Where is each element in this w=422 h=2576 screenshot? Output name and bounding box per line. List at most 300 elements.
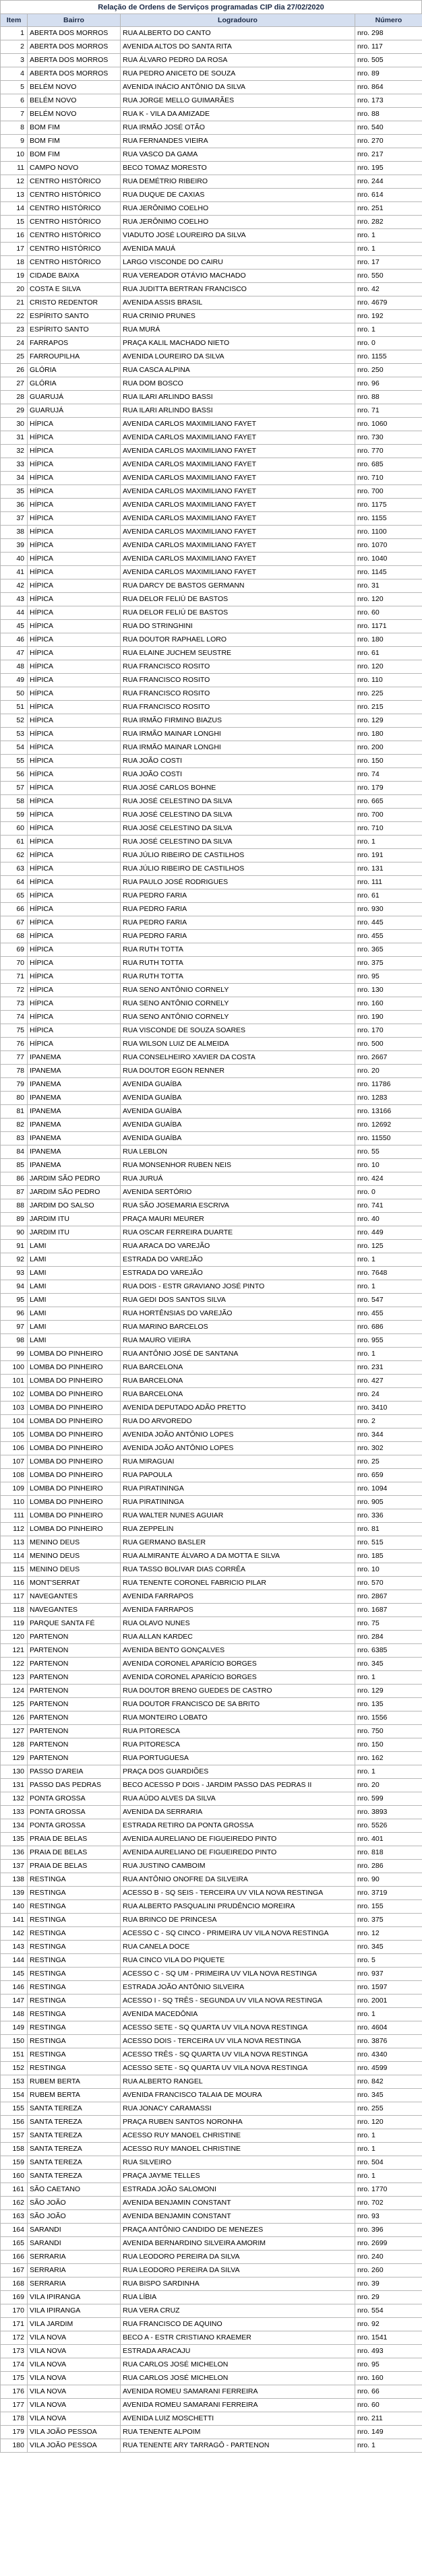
numero-cell: nro. 42 bbox=[355, 283, 422, 296]
logradouro-cell: AVENIDA SERTÓRIO bbox=[121, 1186, 355, 1199]
bairro-cell: HÍPICA bbox=[28, 916, 121, 930]
table-row bbox=[1, 1321, 422, 1334]
table-row bbox=[1, 1846, 422, 1860]
bairro-cell: RESTINGA bbox=[28, 2062, 121, 2075]
numero-cell: nro. 61 bbox=[355, 889, 422, 903]
numero-cell: nro. 10 bbox=[355, 1563, 422, 1577]
table-row bbox=[1, 1725, 422, 1738]
table-row bbox=[1, 1523, 422, 1536]
logradouro-cell: ACESSO RUY MANOEL CHRISTINE bbox=[121, 2129, 355, 2143]
item-cell: 133 bbox=[1, 1806, 28, 1819]
item-cell: 62 bbox=[1, 849, 28, 862]
table-row bbox=[1, 1968, 422, 1981]
table-row bbox=[1, 283, 422, 296]
logradouro-cell: RUA TENENTE CORONEL FABRICIO PILAR bbox=[121, 1577, 355, 1590]
table-row bbox=[1, 40, 422, 54]
item-cell: 55 bbox=[1, 755, 28, 768]
item-cell: 117 bbox=[1, 1590, 28, 1604]
item-cell: 13 bbox=[1, 189, 28, 202]
logradouro-cell: RUA DOUTOR RAPHAEL LORO bbox=[121, 633, 355, 647]
bairro-cell: LAMI bbox=[28, 1253, 121, 1267]
item-cell: 71 bbox=[1, 970, 28, 984]
table-row bbox=[1, 593, 422, 606]
table-row bbox=[1, 189, 422, 202]
item-cell: 142 bbox=[1, 1927, 28, 1941]
item-cell: 87 bbox=[1, 1186, 28, 1199]
logradouro-cell: ESTRADA RETIRO DA PONTA GROSSA bbox=[121, 1819, 355, 1833]
table-row bbox=[1, 135, 422, 148]
numero-cell: nro. 95 bbox=[355, 2358, 422, 2372]
table-row bbox=[1, 714, 422, 728]
bairro-cell: LAMI bbox=[28, 1307, 121, 1321]
logradouro-cell: ACESSO DOIS - TERCEIRA UV VILA NOVA RESTINGA bbox=[121, 2035, 355, 2048]
numero-cell: nro. 88 bbox=[355, 391, 422, 404]
bairro-cell: BELÉM NOVO bbox=[28, 81, 121, 94]
table-row bbox=[1, 1092, 422, 1105]
logradouro-cell: RUA ÁLVARO PEDRO DA ROSA bbox=[121, 54, 355, 67]
numero-cell: nro. 192 bbox=[355, 310, 422, 323]
logradouro-cell: RUA WILSON LUIZ DE ALMEIDA bbox=[121, 1038, 355, 1051]
item-cell: 70 bbox=[1, 957, 28, 970]
table-row bbox=[1, 81, 422, 94]
logradouro-cell: AVENIDA GUAÍBA bbox=[121, 1119, 355, 1132]
bairro-cell: BOM FIM bbox=[28, 121, 121, 135]
logradouro-cell: AVENIDA CORONEL APARÍCIO BORGES bbox=[121, 1658, 355, 1671]
table-row bbox=[1, 1617, 422, 1631]
table-row bbox=[1, 1833, 422, 1846]
numero-cell: nro. 864 bbox=[355, 81, 422, 94]
logradouro-cell: RUA CASCA ALPINA bbox=[121, 364, 355, 377]
logradouro-cell: AVENIDA ASSIS BRASIL bbox=[121, 296, 355, 310]
table-row bbox=[1, 1428, 422, 1442]
bairro-cell: FARROUPILHA bbox=[28, 350, 121, 364]
item-cell: 64 bbox=[1, 876, 28, 889]
item-cell: 95 bbox=[1, 1294, 28, 1307]
logradouro-cell: AVENIDA GUAÍBA bbox=[121, 1092, 355, 1105]
item-cell: 57 bbox=[1, 782, 28, 795]
numero-cell: nro. 89 bbox=[355, 67, 422, 81]
bairro-cell: JARDIM DO SALSO bbox=[28, 1199, 121, 1213]
numero-cell: nro. 130 bbox=[355, 984, 422, 997]
header-numero: Número bbox=[355, 14, 422, 27]
numero-cell: nro. 120 bbox=[355, 2116, 422, 2129]
logradouro-cell: AVENIDA CARLOS MAXIMILIANO FAYET bbox=[121, 472, 355, 485]
table-row bbox=[1, 1509, 422, 1523]
bairro-cell: LOMBA DO PINHEIRO bbox=[28, 1402, 121, 1415]
numero-cell: nro. 500 bbox=[355, 1038, 422, 1051]
logradouro-cell: RUA JOSÉ CELESTINO DA SILVA bbox=[121, 822, 355, 836]
table-row bbox=[1, 1294, 422, 1307]
numero-cell: nro. 493 bbox=[355, 2345, 422, 2358]
numero-cell: nro. 700 bbox=[355, 485, 422, 499]
bairro-cell: GUARUJÁ bbox=[28, 404, 121, 418]
logradouro-cell: AVENIDA ALTOS DO SANTA RITA bbox=[121, 40, 355, 54]
numero-cell: nro. 1155 bbox=[355, 512, 422, 526]
table-row bbox=[1, 1496, 422, 1509]
logradouro-cell: RUA GEDI DOS SANTOS SILVA bbox=[121, 1294, 355, 1307]
table-row bbox=[1, 256, 422, 270]
bairro-cell: RESTINGA bbox=[28, 1968, 121, 1981]
logradouro-cell: RUA DUQUE DE CAXIAS bbox=[121, 189, 355, 202]
numero-cell: nro. 818 bbox=[355, 1846, 422, 1860]
item-cell: 24 bbox=[1, 337, 28, 350]
table-row bbox=[1, 1914, 422, 1927]
bairro-cell: RESTINGA bbox=[28, 1954, 121, 1968]
item-cell: 169 bbox=[1, 2291, 28, 2304]
item-cell: 124 bbox=[1, 1685, 28, 1698]
logradouro-cell: RUA LEODORO PEREIRA DA SILVA bbox=[121, 2251, 355, 2264]
logradouro-cell: ACESSO C - SQ UM - PRIMEIRA UV VILA NOVA RESTINGA bbox=[121, 1968, 355, 1981]
table-row bbox=[1, 404, 422, 418]
bairro-cell: HÍPICA bbox=[28, 768, 121, 782]
table-row bbox=[1, 889, 422, 903]
numero-cell: nro. 131 bbox=[355, 862, 422, 876]
numero-cell: nro. 96 bbox=[355, 377, 422, 391]
numero-cell: nro. 504 bbox=[355, 2156, 422, 2170]
item-cell: 36 bbox=[1, 499, 28, 512]
item-cell: 143 bbox=[1, 1941, 28, 1954]
item-cell: 139 bbox=[1, 1887, 28, 1900]
item-cell: 40 bbox=[1, 553, 28, 566]
bairro-cell: PARTENON bbox=[28, 1752, 121, 1765]
bairro-cell: CENTRO HISTÓRICO bbox=[28, 202, 121, 216]
table-row bbox=[1, 2345, 422, 2358]
item-cell: 97 bbox=[1, 1321, 28, 1334]
item-cell: 41 bbox=[1, 566, 28, 579]
item-cell: 106 bbox=[1, 1442, 28, 1455]
bairro-cell: HÍPICA bbox=[28, 782, 121, 795]
bairro-cell: HÍPICA bbox=[28, 647, 121, 660]
numero-cell: nro. 3410 bbox=[355, 1402, 422, 1415]
table-row bbox=[1, 2008, 422, 2021]
table-row bbox=[1, 1267, 422, 1280]
bairro-cell: HÍPICA bbox=[28, 957, 121, 970]
table-row bbox=[1, 2318, 422, 2331]
numero-cell: nro. 365 bbox=[355, 943, 422, 957]
logradouro-cell: AVENIDA INÁCIO ANTÔNIO DA SILVA bbox=[121, 81, 355, 94]
item-cell: 114 bbox=[1, 1550, 28, 1563]
logradouro-cell: AVENIDA LUIZ MOSCHETTI bbox=[121, 2412, 355, 2426]
numero-cell: nro. 550 bbox=[355, 270, 422, 283]
numero-cell: nro. 5 bbox=[355, 1954, 422, 1968]
bairro-cell: IPANEMA bbox=[28, 1051, 121, 1065]
item-cell: 45 bbox=[1, 620, 28, 633]
logradouro-cell: AVENIDA DA SERRARIA bbox=[121, 1806, 355, 1819]
logradouro-cell: AVENIDA BENJAMIN CONSTANT bbox=[121, 2197, 355, 2210]
item-cell: 101 bbox=[1, 1375, 28, 1388]
table-row bbox=[1, 1819, 422, 1833]
numero-cell: nro. 599 bbox=[355, 1792, 422, 1806]
table-row bbox=[1, 2399, 422, 2412]
table-row bbox=[1, 620, 422, 633]
logradouro-cell: RUA CANELA DOCE bbox=[121, 1941, 355, 1954]
logradouro-cell: AVENIDA GUAÍBA bbox=[121, 1078, 355, 1092]
numero-cell: nro. 39 bbox=[355, 2277, 422, 2291]
bairro-cell: JARDIM SÃO PEDRO bbox=[28, 1172, 121, 1186]
logradouro-cell: RUA SÃO JOSEMARIA ESCRIVA bbox=[121, 1199, 355, 1213]
item-cell: 77 bbox=[1, 1051, 28, 1065]
bairro-cell: HÍPICA bbox=[28, 445, 121, 458]
bairro-cell: HÍPICA bbox=[28, 755, 121, 768]
logradouro-cell: AVENIDA LOUREIRO DA SILVA bbox=[121, 350, 355, 364]
bairro-cell: HÍPICA bbox=[28, 633, 121, 647]
numero-cell: nro. 250 bbox=[355, 364, 422, 377]
bairro-cell: HÍPICA bbox=[28, 566, 121, 579]
logradouro-cell: AVENIDA CARLOS MAXIMILIANO FAYET bbox=[121, 499, 355, 512]
numero-cell: nro. 170 bbox=[355, 1024, 422, 1038]
table-row bbox=[1, 27, 422, 40]
table-row bbox=[1, 2358, 422, 2372]
item-cell: 68 bbox=[1, 930, 28, 943]
item-cell: 170 bbox=[1, 2304, 28, 2318]
table-row bbox=[1, 997, 422, 1011]
table-row bbox=[1, 1334, 422, 1348]
item-cell: 103 bbox=[1, 1402, 28, 1415]
item-cell: 137 bbox=[1, 1860, 28, 1873]
numero-cell: nro. 75 bbox=[355, 1617, 422, 1631]
table-row bbox=[1, 1132, 422, 1145]
numero-cell: nro. 1 bbox=[355, 2129, 422, 2143]
numero-cell: nro. 298 bbox=[355, 27, 422, 40]
bairro-cell: PARTENON bbox=[28, 1631, 121, 1644]
numero-cell: nro. 1 bbox=[355, 836, 422, 849]
table-row bbox=[1, 606, 422, 620]
table-row bbox=[1, 822, 422, 836]
item-cell: 35 bbox=[1, 485, 28, 499]
item-cell: 174 bbox=[1, 2358, 28, 2372]
item-cell: 161 bbox=[1, 2183, 28, 2197]
numero-cell: nro. 149 bbox=[355, 2426, 422, 2439]
bairro-cell: PARTENON bbox=[28, 1738, 121, 1752]
table-row bbox=[1, 768, 422, 782]
table-row bbox=[1, 2251, 422, 2264]
item-cell: 44 bbox=[1, 606, 28, 620]
item-cell: 105 bbox=[1, 1428, 28, 1442]
logradouro-cell: RUA ILARI ARLINDO BASSI bbox=[121, 391, 355, 404]
logradouro-cell: ACESSO B - SQ SEIS - TERCEIRA UV VILA NOVA RESTINGA bbox=[121, 1887, 355, 1900]
numero-cell: nro. 345 bbox=[355, 1941, 422, 1954]
logradouro-cell: RUA PITORESCA bbox=[121, 1738, 355, 1752]
item-cell: 43 bbox=[1, 593, 28, 606]
logradouro-cell: RUA DARCY DE BASTOS GERMANN bbox=[121, 579, 355, 593]
item-cell: 132 bbox=[1, 1792, 28, 1806]
item-cell: 26 bbox=[1, 364, 28, 377]
item-cell: 58 bbox=[1, 795, 28, 809]
numero-cell: nro. 211 bbox=[355, 2412, 422, 2426]
item-cell: 63 bbox=[1, 862, 28, 876]
table-row bbox=[1, 1563, 422, 1577]
numero-cell: nro. 29 bbox=[355, 2291, 422, 2304]
numero-cell: nro. 1094 bbox=[355, 1482, 422, 1496]
table-row bbox=[1, 431, 422, 445]
bairro-cell: IPANEMA bbox=[28, 1065, 121, 1078]
numero-cell: nro. 190 bbox=[355, 1011, 422, 1024]
numero-cell: nro. 282 bbox=[355, 216, 422, 229]
numero-cell: nro. 179 bbox=[355, 782, 422, 795]
item-cell: 1 bbox=[1, 27, 28, 40]
logradouro-cell: RUA MONTEIRO LOBATO bbox=[121, 1711, 355, 1725]
logradouro-cell: AVENIDA CARLOS MAXIMILIANO FAYET bbox=[121, 512, 355, 526]
table-row bbox=[1, 1024, 422, 1038]
table-row bbox=[1, 1550, 422, 1563]
logradouro-cell: RUA OLAVO NUNES bbox=[121, 1617, 355, 1631]
table-row bbox=[1, 296, 422, 310]
bairro-cell: PARTENON bbox=[28, 1711, 121, 1725]
numero-cell: nro. 302 bbox=[355, 1442, 422, 1455]
numero-cell: nro. 547 bbox=[355, 1294, 422, 1307]
logradouro-cell: RUA DOM BOSCO bbox=[121, 377, 355, 391]
numero-cell: nro. 135 bbox=[355, 1698, 422, 1711]
bairro-cell: HÍPICA bbox=[28, 458, 121, 472]
numero-cell: nro. 150 bbox=[355, 1738, 422, 1752]
table-row bbox=[1, 1981, 422, 1994]
table-row bbox=[1, 2264, 422, 2277]
numero-cell: nro. 92 bbox=[355, 2318, 422, 2331]
table-row bbox=[1, 1253, 422, 1267]
document-title: Relação de Ordens de Serviços programadas CIP dia 27/02/2020 bbox=[0, 0, 422, 13]
bairro-cell: PRAIA DE BELAS bbox=[28, 1860, 121, 1873]
numero-cell: nro. 1770 bbox=[355, 2183, 422, 2197]
table-row bbox=[1, 418, 422, 431]
bairro-cell: HÍPICA bbox=[28, 876, 121, 889]
table-row bbox=[1, 862, 422, 876]
item-cell: 172 bbox=[1, 2331, 28, 2345]
table-row bbox=[1, 2197, 422, 2210]
logradouro-cell: RUA PEDRO FARIA bbox=[121, 916, 355, 930]
bairro-cell: HÍPICA bbox=[28, 701, 121, 714]
logradouro-cell: PRAÇA RUBEN SANTOS NORONHA bbox=[121, 2116, 355, 2129]
table-row bbox=[1, 1860, 422, 1873]
bairro-cell: RESTINGA bbox=[28, 2008, 121, 2021]
numero-cell: nro. 61 bbox=[355, 647, 422, 660]
table-row bbox=[1, 2102, 422, 2116]
table-row bbox=[1, 458, 422, 472]
bairro-cell: IPANEMA bbox=[28, 1105, 121, 1119]
item-cell: 4 bbox=[1, 67, 28, 81]
logradouro-cell: RUA BARCELONA bbox=[121, 1388, 355, 1402]
logradouro-cell: RUA ANTÔNIO ONOFRE DA SILVEIRA bbox=[121, 1873, 355, 1887]
item-cell: 50 bbox=[1, 687, 28, 701]
logradouro-cell: RUA PEDRO FARIA bbox=[121, 889, 355, 903]
item-cell: 75 bbox=[1, 1024, 28, 1038]
bairro-cell: LOMBA DO PINHEIRO bbox=[28, 1509, 121, 1523]
item-cell: 74 bbox=[1, 1011, 28, 1024]
item-cell: 15 bbox=[1, 216, 28, 229]
bairro-cell: HÍPICA bbox=[28, 943, 121, 957]
bairro-cell: LOMBA DO PINHEIRO bbox=[28, 1523, 121, 1536]
item-cell: 18 bbox=[1, 256, 28, 270]
logradouro-cell: RUA RUTH TOTTA bbox=[121, 957, 355, 970]
item-cell: 165 bbox=[1, 2237, 28, 2251]
logradouro-cell: ESTRADA ARACAJU bbox=[121, 2345, 355, 2358]
bairro-cell: HÍPICA bbox=[28, 862, 121, 876]
logradouro-cell: RUA VASCO DA GAMA bbox=[121, 148, 355, 162]
table-row bbox=[1, 202, 422, 216]
item-cell: 16 bbox=[1, 229, 28, 243]
item-cell: 125 bbox=[1, 1698, 28, 1711]
item-cell: 69 bbox=[1, 943, 28, 957]
logradouro-cell: RUA DELOR FELIÚ DE BASTOS bbox=[121, 606, 355, 620]
table-row bbox=[1, 391, 422, 404]
item-cell: 147 bbox=[1, 1994, 28, 2008]
table-row bbox=[1, 687, 422, 701]
item-cell: 98 bbox=[1, 1334, 28, 1348]
bairro-cell: HÍPICA bbox=[28, 728, 121, 741]
item-cell: 156 bbox=[1, 2116, 28, 2129]
numero-cell: nro. 25 bbox=[355, 1455, 422, 1469]
bairro-cell: HÍPICA bbox=[28, 472, 121, 485]
table-row bbox=[1, 1415, 422, 1428]
item-cell: 76 bbox=[1, 1038, 28, 1051]
table-row bbox=[1, 2210, 422, 2224]
bairro-cell: MENINO DEUS bbox=[28, 1563, 121, 1577]
item-cell: 158 bbox=[1, 2143, 28, 2156]
numero-cell: nro. 1 bbox=[355, 1280, 422, 1294]
table-row bbox=[1, 930, 422, 943]
numero-cell: nro. 554 bbox=[355, 2304, 422, 2318]
table-row bbox=[1, 1779, 422, 1792]
bairro-cell: GUARUJÁ bbox=[28, 391, 121, 404]
table-row bbox=[1, 310, 422, 323]
bairro-cell: HÍPICA bbox=[28, 499, 121, 512]
table-row bbox=[1, 2062, 422, 2075]
numero-cell: nro. 244 bbox=[355, 175, 422, 189]
numero-cell: nro. 1 bbox=[355, 2439, 422, 2453]
logradouro-cell: RUA DOUTOR BRENO GUEDES DE CASTRO bbox=[121, 1685, 355, 1698]
table-row bbox=[1, 1536, 422, 1550]
table-row bbox=[1, 741, 422, 755]
logradouro-cell: RUA CRINIO PRUNES bbox=[121, 310, 355, 323]
item-cell: 155 bbox=[1, 2102, 28, 2116]
bairro-cell: JARDIM ITU bbox=[28, 1213, 121, 1226]
logradouro-cell: BECO A - ESTR CRISTIANO KRAEMER bbox=[121, 2331, 355, 2345]
item-cell: 14 bbox=[1, 202, 28, 216]
bairro-cell: HÍPICA bbox=[28, 485, 121, 499]
item-cell: 179 bbox=[1, 2426, 28, 2439]
bairro-cell: HÍPICA bbox=[28, 1038, 121, 1051]
item-cell: 121 bbox=[1, 1644, 28, 1658]
item-cell: 131 bbox=[1, 1779, 28, 1792]
bairro-cell: PARQUE SANTA FÉ bbox=[28, 1617, 121, 1631]
item-cell: 59 bbox=[1, 809, 28, 822]
numero-cell: nro. 1541 bbox=[355, 2331, 422, 2345]
logradouro-cell: RUA PEDRO ANICETO DE SOUZA bbox=[121, 67, 355, 81]
table-row bbox=[1, 849, 422, 862]
bairro-cell: CENTRO HISTÓRICO bbox=[28, 216, 121, 229]
item-cell: 22 bbox=[1, 310, 28, 323]
numero-cell: nro. 155 bbox=[355, 1900, 422, 1914]
item-cell: 61 bbox=[1, 836, 28, 849]
table-row bbox=[1, 647, 422, 660]
bairro-cell: LOMBA DO PINHEIRO bbox=[28, 1415, 121, 1428]
numero-cell: nro. 4340 bbox=[355, 2048, 422, 2062]
table-row bbox=[1, 337, 422, 350]
numero-cell: nro. 270 bbox=[355, 135, 422, 148]
logradouro-cell: RUA DOUTOR EGON RENNER bbox=[121, 1065, 355, 1078]
bairro-cell: RESTINGA bbox=[28, 2048, 121, 2062]
item-cell: 141 bbox=[1, 1914, 28, 1927]
table-body bbox=[1, 27, 422, 2453]
bairro-cell: HÍPICA bbox=[28, 593, 121, 606]
table-row bbox=[1, 2291, 422, 2304]
table-row bbox=[1, 2331, 422, 2345]
table-row bbox=[1, 1375, 422, 1388]
item-cell: 48 bbox=[1, 660, 28, 674]
numero-cell: nro. 741 bbox=[355, 1199, 422, 1213]
logradouro-cell: RUA TASSO BOLIVAR DIAS CORRÊA bbox=[121, 1563, 355, 1577]
bairro-cell: LOMBA DO PINHEIRO bbox=[28, 1442, 121, 1455]
logradouro-cell: AVENIDA BENJAMIN CONSTANT bbox=[121, 2210, 355, 2224]
